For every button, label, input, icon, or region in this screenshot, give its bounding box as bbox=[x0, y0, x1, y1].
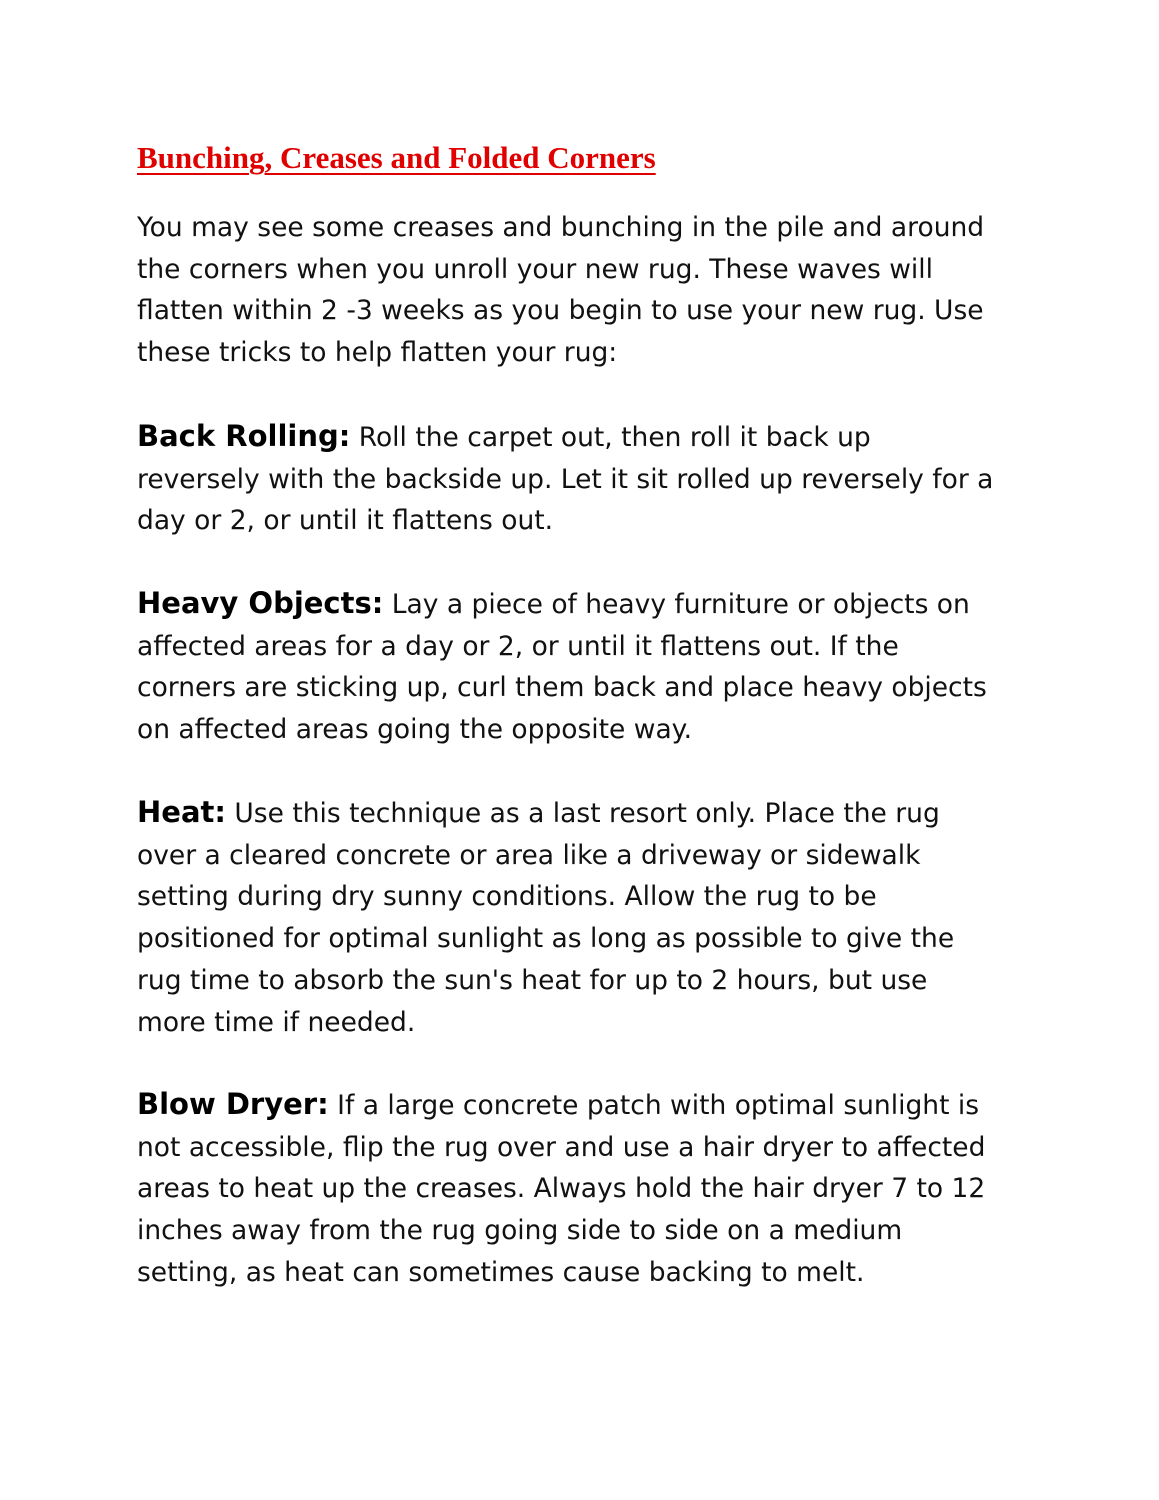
tip-line: If a large concrete patch with optimal sunlight is bbox=[328, 1090, 980, 1121]
tip-term: Back Rolling: bbox=[137, 419, 351, 453]
tip-line: Use this technique as a last resort only. Place the rug bbox=[225, 798, 940, 829]
tip-line: Roll the carpet out, then roll it back up bbox=[350, 422, 871, 453]
tip-line: over a cleared concrete or area like a driveway or sidewalk bbox=[137, 839, 921, 871]
tip-line: more time if needed. bbox=[137, 1006, 416, 1038]
tip-line: setting during dry sunny conditions. Allow the rug to be bbox=[137, 881, 877, 913]
tip-line: reversely with the backside up. Let it sit rolled up reversely for a bbox=[137, 463, 994, 495]
intro-line: the corners when you unroll your new rug. These waves will bbox=[137, 253, 933, 285]
intro-line: these tricks to help flatten your rug: bbox=[137, 337, 618, 369]
tip-line: day or 2, or until it flattens out. bbox=[137, 505, 554, 537]
page-heading: Bunching, Creases and Folded Corners bbox=[137, 140, 656, 175]
tip-line: on affected areas going the opposite way. bbox=[137, 714, 693, 746]
tip-line: setting, as heat can sometimes cause backing to melt. bbox=[137, 1256, 865, 1288]
tip-line: Lay a piece of heavy furniture or objects on bbox=[383, 589, 970, 620]
intro-paragraph bbox=[137, 207, 1037, 374]
tip-back-rolling bbox=[137, 416, 1037, 542]
tip-line: positioned for optimal sunlight as long as possible to give the bbox=[137, 923, 955, 955]
tip-line: areas to heat up the creases. Always hold the hair dryer 7 to 12 bbox=[137, 1173, 986, 1205]
tip-line: not accessible, flip the rug over and use a hair dryer to affected bbox=[137, 1131, 986, 1163]
tip-line: inches away from the rug going side to side on a medium bbox=[137, 1215, 903, 1247]
tip-heat bbox=[137, 792, 1037, 1043]
tip-line: affected areas for a day or 2, or until it flattens out. If the bbox=[137, 630, 899, 662]
tip-heavy-objects bbox=[137, 583, 1037, 751]
tip-blow-dryer bbox=[137, 1084, 1037, 1294]
intro-line: flatten within 2 -3 weeks as you begin to use your new rug. Use bbox=[137, 295, 984, 327]
intro-line: You may see some creases and bunching in the pile and around bbox=[137, 212, 985, 243]
tip-term: Heat: bbox=[137, 795, 226, 829]
tip-line: rug time to absorb the sun's heat for up to 2 hours, but use bbox=[137, 964, 928, 996]
tip-term: Heavy Objects: bbox=[137, 586, 384, 620]
tip-term: Blow Dryer: bbox=[137, 1087, 329, 1121]
tip-line: corners are sticking up, curl them back and place heavy objects bbox=[137, 672, 987, 704]
